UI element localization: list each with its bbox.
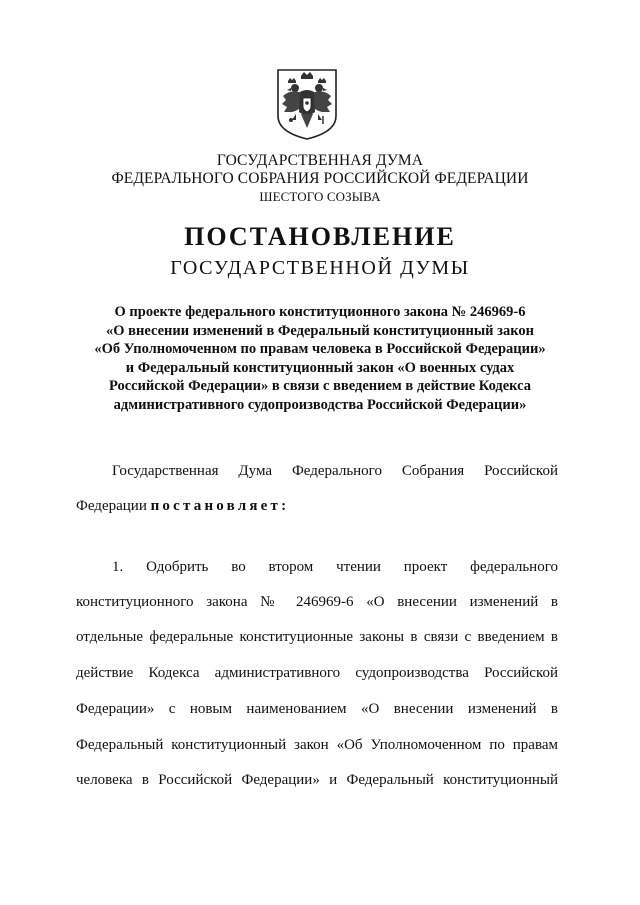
paragraph-1-line: действие Кодекса административного судопроизводства Российской <box>76 665 558 681</box>
subject-line: «О внесении изменений в Федеральный конституционный закон <box>106 322 534 339</box>
paragraph-1-line: Федеральный конституционный закон «Об Уполномоченном по правам <box>76 737 558 753</box>
convocation-line: ШЕСТОГО СОЗЫВА <box>259 189 381 204</box>
paragraph-1-line: Федерации» с новым наименованием «О внесении изменений в <box>76 701 558 717</box>
paragraph-1-line: конституционного закона № 246969-6 «О внесении изменений в <box>76 594 558 610</box>
org-name-line-2: ФЕДЕРАЛЬНОГО СОБРАНИЯ РОССИЙСКОЙ ФЕДЕРАЦИИ <box>111 170 529 187</box>
preamble-line-1: Государственная Дума Федерального Собрания Российской <box>112 463 558 479</box>
preamble-decision-word: постановляет: <box>150 498 290 514</box>
paragraph-1-line: отдельные федеральные конституционные законы в связи с введением в <box>76 629 558 645</box>
document-title: ПОСТАНОВЛЕНИЕ <box>184 222 456 251</box>
paragraph-1-line: человека в Российской Федерации» и Федеральный конституционный <box>76 772 558 788</box>
resolution-subject <box>0 303 640 414</box>
preamble-prefix: Федерации <box>76 498 147 514</box>
preamble-line-2 <box>76 497 558 515</box>
document-subtitle: ГОСУДАРСТВЕННОЙ ДУМЫ <box>170 257 470 279</box>
subject-line: и Федеральный конституционный закон «О военных судах <box>125 359 515 376</box>
double-headed-eagle-icon <box>274 66 340 142</box>
paragraph-1-line: 1. Одобрить во втором чтении проект федерального <box>112 559 558 575</box>
org-name-line-1: ГОСУДАРСТВЕННАЯ ДУМА <box>216 152 424 169</box>
subject-line: «Об Уполномоченном по правам человека в Российской Федерации» <box>94 341 546 357</box>
subject-line: О проекте федерального конституционного закона № 246969-6 <box>114 304 526 320</box>
subject-line: Российской Федерации» в связи с введением в действие Кодекса <box>108 378 532 394</box>
subject-line: административного судопроизводства Российской Федерации» <box>113 396 527 413</box>
